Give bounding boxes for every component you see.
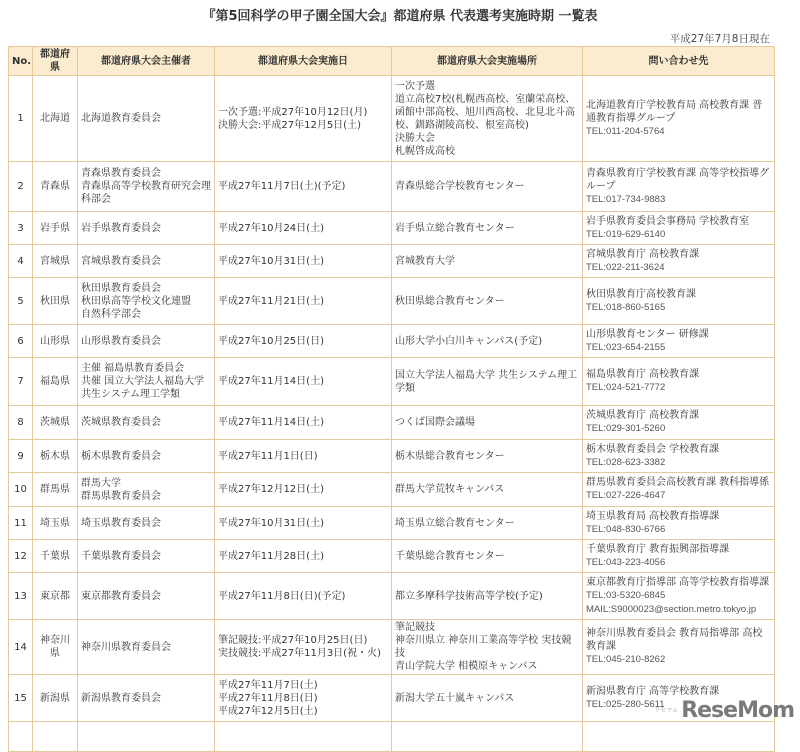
- cell-date: [215, 440, 392, 473]
- cell-venue: [392, 573, 583, 620]
- cell-empty: [583, 722, 775, 752]
- cell-contact: [583, 325, 775, 358]
- cell-organizer: [78, 358, 215, 406]
- prefecture-name: 群馬県: [40, 484, 70, 495]
- contact-line: 神奈川県教育委員会 教育局指導部 高校教育課: [586, 628, 763, 652]
- contact-tel: TEL:017-734-9883: [586, 193, 666, 205]
- date-line: 平成27年10月25日(日): [218, 335, 324, 347]
- cell-prefecture: [33, 473, 78, 507]
- contact-line: 秋田県教育庁高校教育課: [586, 288, 696, 300]
- cell-organizer: [78, 212, 215, 245]
- cell-venue: [392, 440, 583, 473]
- date-line: 平成27年11月14日(土): [218, 376, 324, 387]
- cell-contact: [583, 473, 775, 507]
- prefecture-name: 新潟県: [40, 692, 70, 704]
- cell-venue: [392, 620, 583, 675]
- table-row: [9, 212, 775, 245]
- row-number: 8: [17, 417, 24, 428]
- prefecture-name: 青森県: [40, 181, 70, 192]
- cell-organizer: [78, 620, 215, 675]
- date-line: 平成27年11月7日(土): [218, 679, 318, 691]
- cell-prefecture: [33, 507, 78, 540]
- table-header-row: [9, 47, 775, 76]
- cell-date: [215, 620, 392, 675]
- date-line: 平成27年11月8日(日): [218, 692, 318, 704]
- cell-empty: [78, 722, 215, 752]
- venue-line: 道立高校7校(札幌西高校、室蘭栄高校、函館中部高校、旭川西高校、北見北斗高校、釧路湖陵高校、根室高校): [395, 93, 576, 131]
- venue-line: 新潟大学五十嵐キャンパス: [395, 692, 515, 704]
- cell-prefecture: [33, 162, 78, 212]
- date-line: 平成27年11月28日(土): [218, 550, 324, 562]
- as-of-date: 平成27年7月8日現在: [669, 33, 770, 45]
- cell-organizer: [78, 245, 215, 278]
- date-line: 平成27年10月31日(土): [218, 517, 324, 529]
- prefecture-name: 宮城県: [40, 255, 70, 267]
- cell-no: [9, 212, 33, 245]
- cell-date: [215, 358, 392, 406]
- cell-prefecture: [33, 325, 78, 358]
- venue-line: 札幌啓成高校: [395, 145, 455, 157]
- table-row: [9, 76, 775, 162]
- cell-no: [9, 507, 33, 540]
- contact-tel: TEL:025-280-5611: [586, 698, 665, 710]
- table-row: [9, 358, 775, 406]
- date-line: 筆記競技:平成27年10月25日(日): [218, 635, 368, 646]
- cell-venue: [392, 406, 583, 440]
- date-line: 平成27年12月12日(土): [218, 484, 324, 495]
- cell-contact: [583, 507, 775, 540]
- cell-no: [9, 278, 33, 325]
- table-row: [9, 473, 775, 507]
- cell-date: [215, 76, 392, 162]
- cell-empty: [215, 722, 392, 752]
- cell-organizer: [78, 473, 215, 507]
- cell-venue: [392, 325, 583, 358]
- contact-tel: TEL:023-654-2155: [586, 341, 666, 353]
- table-row: [9, 540, 775, 573]
- cell-prefecture: [33, 573, 78, 620]
- prefecture-name: 山形県: [40, 335, 70, 347]
- table-row: [9, 440, 775, 473]
- venue-line: 青山学院大学 相模原キャンパス: [395, 661, 538, 672]
- organizer-line: 共生システム理工学類: [81, 389, 180, 400]
- cell-organizer: [78, 278, 215, 325]
- contact-line: 茨城県教育庁 高校教育課: [586, 410, 700, 421]
- organizer-line: 青森県教育委員会: [81, 168, 161, 179]
- table-row: [9, 325, 775, 358]
- organizer-line: 秋田県高等学校文化連盟: [81, 295, 191, 307]
- contact-line: 北海道教育庁学校教育局 高校教育課 普通教育指導グループ: [586, 99, 763, 124]
- venue-line: 神奈川県立 神奈川工業高等学校 実技競技: [395, 635, 572, 659]
- row-number: 1: [17, 113, 24, 124]
- cell-organizer: [78, 325, 215, 358]
- date-line: 決勝大会:平成27年12月5日(土): [218, 119, 361, 131]
- cell-contact: [583, 440, 775, 473]
- cell-venue: [392, 473, 583, 507]
- organizer-line: 山形県教育委員会: [81, 335, 161, 347]
- date-line: 平成27年11月14日(土): [218, 417, 324, 428]
- cell-no: [9, 675, 33, 722]
- column-header-organizer: 都道府県大会主催者: [78, 47, 215, 76]
- cell-contact: [583, 540, 775, 573]
- venue-line: 都立多摩科学技術高等学校(予定): [395, 590, 543, 602]
- venue-line: 青森県総合学校教育センター: [395, 181, 525, 192]
- cell-venue: [392, 358, 583, 406]
- cell-contact: [583, 620, 775, 675]
- cell-organizer: [78, 675, 215, 722]
- prefecture-name: 千葉県: [40, 550, 70, 562]
- organizer-line: 栃木県教育委員会: [81, 450, 161, 462]
- row-number: 10: [14, 484, 27, 495]
- cell-date: [215, 162, 392, 212]
- cell-date: [215, 278, 392, 325]
- cell-contact: [583, 573, 775, 620]
- row-number: 13: [14, 590, 27, 602]
- venue-line: 決勝大会: [395, 132, 435, 144]
- cell-date: [215, 540, 392, 573]
- venue-line: つくば国際会議場: [395, 417, 475, 428]
- contact-tel: TEL:019-629-6140: [586, 228, 666, 240]
- cell-date: [215, 325, 392, 358]
- cell-no: [9, 162, 33, 212]
- contact-line: 新潟県教育庁 高等学校教育課: [586, 685, 720, 697]
- page-title: 『第5回科学の甲子園全国大会』都道府県 代表選考実施時期 一覧表: [202, 9, 598, 24]
- column-header-date: 都道府県大会実施日: [215, 47, 392, 76]
- cell-organizer: [78, 76, 215, 162]
- contact-line: 青森県教育庁学校教育課 高等学校指導グループ: [586, 167, 770, 192]
- cell-contact: [583, 358, 775, 406]
- contact-line: 栃木県教育委員会 学校教育課: [586, 443, 720, 455]
- contact-tel: TEL:029-301-5260: [586, 423, 666, 434]
- cell-organizer: [78, 162, 215, 212]
- organizer-line: 北海道教育委員会: [81, 113, 161, 124]
- contact-tel: TEL:028-623-3382: [586, 456, 666, 468]
- venue-line: 宮城教育大学: [395, 255, 455, 267]
- cell-date: [215, 675, 392, 722]
- organizer-line: 千葉県教育委員会: [81, 550, 161, 562]
- contact-line: 群馬県教育委員会高校教育課 教科指導係: [586, 477, 770, 488]
- cell-no: [9, 473, 33, 507]
- prefecture-name: 秋田県: [40, 295, 70, 307]
- cell-date: [215, 507, 392, 540]
- contact-line: 山形県教育センター 研修課: [586, 328, 709, 340]
- cell-no: [9, 358, 33, 406]
- venue-line: 山形大学小白川キャンパス(予定): [395, 335, 543, 347]
- row-number: 7: [17, 376, 24, 387]
- cell-contact: [583, 162, 775, 212]
- cell-date: [215, 573, 392, 620]
- row-number: 5: [17, 295, 24, 307]
- cell-prefecture: [33, 620, 78, 675]
- organizer-line: 群馬大学: [81, 477, 121, 489]
- row-number: 12: [14, 550, 27, 562]
- contact-line: 福島県教育庁 高校教育課: [586, 369, 700, 380]
- contact-tel: TEL:018-860-5165: [586, 301, 666, 313]
- column-header-prefecture: 都道府県: [33, 47, 78, 76]
- column-header-contact: 問い合わせ先: [583, 47, 775, 76]
- date-line: 実技競技:平成27年11月3日(祝・火): [218, 648, 381, 659]
- prefecture-name: 埼玉県: [40, 517, 70, 529]
- cell-prefecture: [33, 358, 78, 406]
- prefecture-name: 栃木県: [40, 450, 70, 462]
- date-line: 平成27年11月1日(日): [218, 450, 318, 462]
- cell-venue: [392, 162, 583, 212]
- venue-line: 一次予選: [395, 80, 435, 92]
- cell-organizer: [78, 507, 215, 540]
- contact-tel: TEL:027-226-4647: [586, 490, 666, 501]
- logo-text: ReseMom: [681, 698, 794, 723]
- contact-tel: TEL:048-830-6766: [586, 523, 666, 535]
- organizer-line: 秋田県教育委員会: [81, 282, 161, 294]
- cell-contact: [583, 245, 775, 278]
- organizer-line: 宮城県教育委員会: [81, 255, 161, 267]
- date-line: 平成27年12月5日(土): [218, 705, 318, 717]
- cell-contact: [583, 212, 775, 245]
- table-row: [9, 245, 775, 278]
- row-number: 2: [17, 181, 24, 192]
- organizer-line: 新潟県教育委員会: [81, 692, 161, 704]
- cell-prefecture: [33, 76, 78, 162]
- logo-kana: リセマム: [654, 707, 679, 714]
- cell-venue: [392, 278, 583, 325]
- organizer-line: 茨城県教育委員会: [81, 417, 161, 428]
- selection-schedule-table: [8, 46, 775, 752]
- prefecture-name: 神奈川県: [40, 635, 70, 659]
- table-row: [9, 162, 775, 212]
- venue-line: 岩手県立総合教育センター: [395, 222, 515, 234]
- cell-prefecture: [33, 675, 78, 722]
- cell-prefecture: [33, 440, 78, 473]
- contact-line: 埼玉県教育局 高校教育指導課: [586, 510, 720, 522]
- contact-tel: TEL:045-210-8262: [586, 654, 666, 665]
- cell-no: [9, 76, 33, 162]
- table-row: [9, 406, 775, 440]
- row-number: 15: [14, 692, 27, 704]
- contact-tel: TEL:022-211-3624: [586, 261, 665, 273]
- contact-line: 東京都教育庁指導部 高等学校教育指導課: [586, 576, 770, 588]
- contact-line: 千葉県教育庁 教育振興部指導課: [586, 543, 730, 555]
- row-number: 11: [14, 517, 27, 529]
- column-header-no: No.: [9, 47, 33, 76]
- cell-contact: [583, 278, 775, 325]
- organizer-line: 主催 福島県教育委員会: [81, 363, 185, 374]
- prefecture-name: 福島県: [40, 376, 70, 387]
- prefecture-name: 北海道: [40, 113, 70, 124]
- prefecture-name: 東京都: [40, 590, 70, 602]
- table-row-partial: [9, 722, 775, 752]
- organizer-line: 埼玉県教育委員会: [81, 517, 161, 529]
- contact-tel: TEL:043-223-4056: [586, 556, 666, 568]
- cell-empty: [392, 722, 583, 752]
- row-number: 6: [17, 335, 24, 347]
- prefecture-name: 岩手県: [40, 222, 70, 234]
- cell-no: [9, 620, 33, 675]
- cell-venue: [392, 76, 583, 162]
- cell-no: [9, 325, 33, 358]
- cell-venue: [392, 675, 583, 722]
- venue-line: 千葉県総合教育センター: [395, 550, 505, 562]
- cell-prefecture: [33, 245, 78, 278]
- cell-no: [9, 573, 33, 620]
- date-line: 一次予選:平成27年10月12日(月): [218, 106, 368, 118]
- cell-no: [9, 245, 33, 278]
- cell-venue: [392, 507, 583, 540]
- organizer-line: 青森県高等学校教育研究会理科部会: [81, 181, 211, 205]
- cell-organizer: [78, 406, 215, 440]
- resemom-logo: [654, 698, 794, 723]
- date-line: 平成27年11月8日(日)(予定): [218, 590, 346, 602]
- venue-line: 栃木県総合教育センター: [395, 450, 505, 462]
- cell-prefecture: [33, 406, 78, 440]
- prefecture-name: 茨城県: [40, 417, 70, 428]
- venue-line: 埼玉県立総合教育センター: [395, 517, 515, 529]
- organizer-line: 神奈川県教育委員会: [81, 641, 171, 653]
- venue-line: 国立大学法人福島大学 共生システム理工学類: [395, 369, 578, 394]
- organizer-line: 自然科学部会: [81, 308, 141, 320]
- organizer-line: 群馬県教育委員会: [81, 490, 161, 502]
- date-line: 平成27年11月21日(土): [218, 295, 324, 307]
- contact-mail: MAIL:S9000023@section.metro.tokyo.jp: [586, 603, 757, 615]
- cell-organizer: [78, 573, 215, 620]
- cell-organizer: [78, 440, 215, 473]
- cell-venue: [392, 212, 583, 245]
- cell-venue: [392, 245, 583, 278]
- contact-tel: TEL:03-5320-6845: [586, 589, 666, 601]
- cell-no: [9, 540, 33, 573]
- cell-empty: [33, 722, 78, 752]
- cell-no: [9, 406, 33, 440]
- contact-tel: TEL:024-521-7772: [586, 382, 666, 393]
- cell-prefecture: [33, 278, 78, 325]
- date-line: 平成27年10月24日(土): [218, 222, 324, 234]
- column-header-venue: 都道府県大会実施場所: [392, 47, 583, 76]
- cell-prefecture: [33, 212, 78, 245]
- cell-contact: [583, 76, 775, 162]
- cell-date: [215, 245, 392, 278]
- organizer-line: 東京都教育委員会: [81, 590, 161, 602]
- venue-line: 群馬大学荒牧キャンパス: [395, 484, 505, 495]
- table-row: [9, 507, 775, 540]
- cell-date: [215, 473, 392, 507]
- cell-date: [215, 406, 392, 440]
- table-row: [9, 573, 775, 620]
- contact-line: 宮城県教育庁 高校教育課: [586, 248, 700, 260]
- row-number: 14: [14, 641, 27, 653]
- cell-date: [215, 212, 392, 245]
- cell-prefecture: [33, 540, 78, 573]
- contact-line: 岩手県教育委員会事務局 学校教育室: [586, 215, 750, 227]
- row-number: 3: [17, 222, 24, 234]
- venue-line: 秋田県総合教育センター: [395, 295, 505, 307]
- venue-line: 筆記競技: [395, 622, 435, 633]
- cell-contact: [583, 406, 775, 440]
- row-number: 4: [17, 255, 24, 267]
- row-number: 9: [17, 450, 24, 462]
- cell-organizer: [78, 540, 215, 573]
- organizer-line: 共催 国立大学法人福島大学: [81, 376, 205, 387]
- date-line: 平成27年11月7日(土)(予定): [218, 181, 346, 192]
- table-row: [9, 620, 775, 675]
- contact-tel: TEL:011-204-5764: [586, 125, 665, 137]
- cell-no: [9, 440, 33, 473]
- organizer-line: 岩手県教育委員会: [81, 222, 161, 234]
- date-line: 平成27年10月31日(土): [218, 255, 324, 267]
- cell-venue: [392, 540, 583, 573]
- cell-empty: [9, 722, 33, 752]
- table-row: [9, 278, 775, 325]
